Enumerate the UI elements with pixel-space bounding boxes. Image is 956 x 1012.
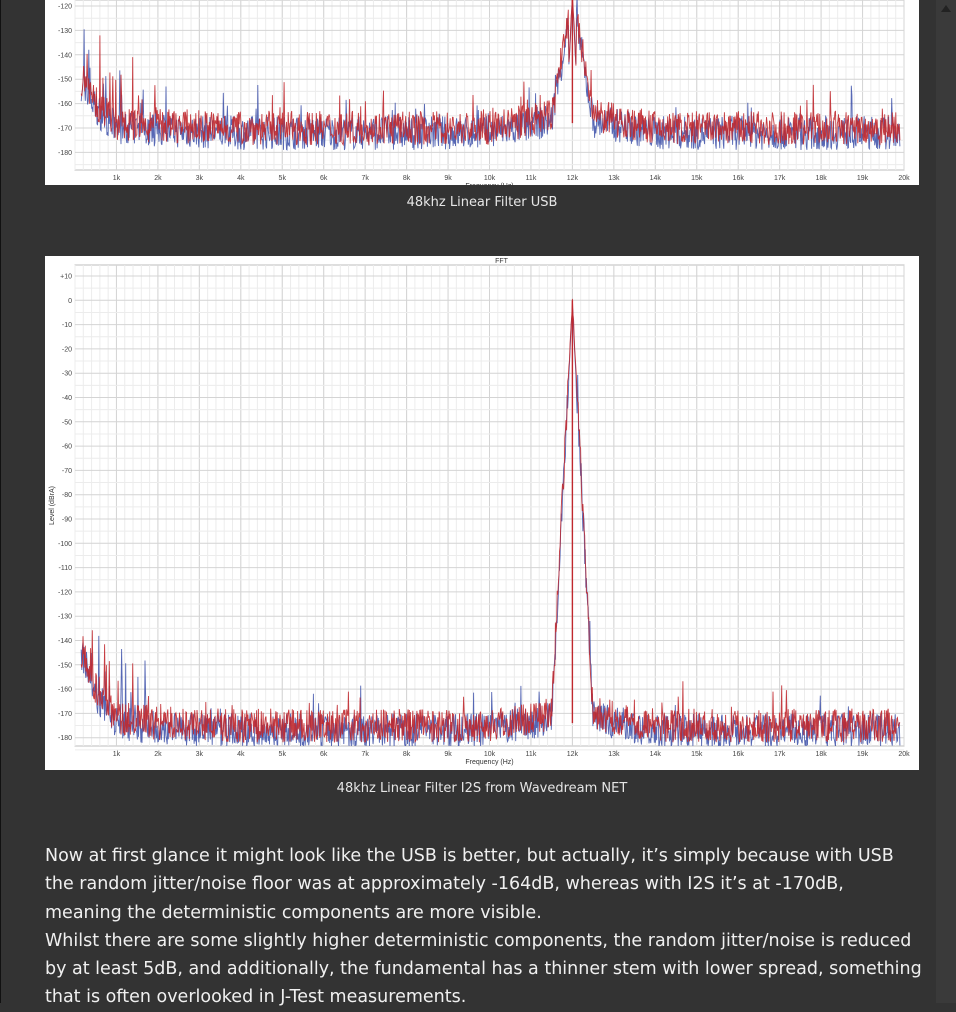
x-tick-label: 13k	[608, 751, 620, 758]
x-tick-label: 15k	[691, 175, 703, 182]
x-tick-label: 5k	[278, 751, 286, 758]
y-tick-label: -40	[61, 395, 72, 402]
y-tick-label: -150	[57, 76, 72, 84]
y-tick-label: 0	[68, 297, 72, 305]
x-tick-label: 7k	[361, 751, 369, 758]
article-body	[45, 842, 925, 1012]
usb-fft-figure	[45, 0, 919, 190]
y-axis-label: Level (dBrA)	[49, 486, 56, 525]
x-tick-label: 19k	[856, 175, 869, 182]
y-tick-label: -170	[57, 710, 72, 718]
x-tick-label: 13k	[608, 175, 620, 182]
x-tick-label: 2k	[154, 175, 162, 182]
x-tick-label: 20k	[898, 175, 910, 182]
y-tick-label: -150	[57, 662, 72, 670]
article-paragraph-1: Now at first glance it might look like the USB is better, but actually, it’s simply because with USB the random jitter/noise floor was at approximately -164dB, whereas with I2S it’s at -170dB, meaning the deterministic components are more visible.	[45, 846, 894, 923]
y-tick-label: -100	[57, 540, 72, 548]
chart-title: FFT	[495, 258, 508, 265]
y-tick-label: -20	[61, 346, 72, 354]
page-left-border	[0, 0, 1, 1003]
x-tick-label: 4k	[237, 175, 245, 182]
y-tick-label: -80	[61, 492, 72, 500]
x-tick-label: 6k	[319, 175, 328, 182]
x-tick-label: 8k	[402, 751, 411, 758]
y-tick-label: -140	[57, 52, 72, 60]
x-tick-label: 11k	[525, 751, 537, 758]
x-tick-label: 16k	[732, 751, 744, 758]
x-tick-label: 14k	[649, 751, 661, 758]
y-tick-label: +10	[60, 273, 72, 281]
x-tick-label: 7k	[361, 175, 369, 182]
y-tick-label: -120	[57, 3, 72, 11]
y-tick-label: -50	[61, 419, 72, 427]
x-tick-label: 16k	[732, 175, 744, 182]
x-tick-label: 18k	[815, 175, 827, 182]
x-tick-label: 15k	[691, 751, 703, 758]
usb-fft-chart	[45, 0, 919, 190]
article-paragraph-2: Whilst there are some slightly higher deterministic components, the random jitter/noise is reduced by at least 5dB, and additionally, the fundamental has a thinner stem with lower spread, something that is often overlooked in J-Test measurements.	[45, 930, 922, 1008]
y-tick-label: -10	[61, 322, 72, 330]
x-tick-label: 17k	[774, 751, 786, 758]
x-tick-label: 20k	[898, 751, 910, 758]
y-tick-label: -70	[61, 467, 72, 475]
x-tick-label: 3k	[195, 175, 204, 182]
x-tick-label: 3k	[195, 751, 204, 758]
x-tick-label: 11k	[525, 175, 537, 182]
y-tick-label: -120	[57, 589, 72, 597]
x-axis-label: Frequency (Hz)	[465, 183, 514, 190]
x-tick-label: 8k	[402, 175, 411, 182]
x-tick-label: 4k	[237, 751, 245, 758]
i2s-fft-chart	[45, 256, 919, 770]
x-tick-label: 18k	[815, 751, 827, 758]
x-tick-label: 19k	[856, 751, 869, 758]
x-tick-label: 6k	[319, 751, 328, 758]
i2s-fft-figure	[45, 256, 919, 770]
x-tick-label: 10k	[483, 751, 496, 758]
y-tick-label: -30	[61, 370, 72, 378]
i2s-figure-caption: 48khz Linear Filter I2S from Wavedream NET	[336, 781, 628, 796]
scroll-up-arrow-icon[interactable]	[941, 5, 951, 12]
x-tick-label: 12k	[566, 751, 579, 758]
y-tick-label: -90	[61, 516, 72, 524]
y-tick-label: -180	[57, 735, 72, 743]
x-tick-label: 10k	[483, 175, 496, 182]
x-tick-label: 17k	[774, 175, 786, 182]
x-tick-label: 12k	[566, 175, 579, 182]
x-tick-label: 14k	[649, 175, 661, 182]
y-tick-label: -110	[58, 565, 72, 573]
y-tick-label: -160	[57, 101, 72, 109]
y-tick-label: -130	[57, 613, 72, 621]
usb-figure-caption: 48khz Linear Filter USB	[406, 195, 558, 210]
x-axis-label: Frequency (Hz)	[465, 759, 514, 766]
x-tick-label: 9k	[444, 751, 452, 758]
y-tick-label: -170	[57, 125, 72, 133]
x-tick-label: 1k	[112, 175, 121, 182]
scrollbar[interactable]	[936, 0, 956, 1003]
x-tick-label: 9k	[444, 175, 452, 182]
y-tick-label: -60	[61, 443, 72, 451]
y-tick-label: -140	[57, 638, 72, 645]
x-tick-label: 2k	[154, 751, 162, 758]
y-tick-label: -130	[57, 27, 72, 35]
x-tick-label: 1k	[112, 751, 121, 758]
y-tick-label: -180	[57, 149, 72, 157]
y-tick-label: -160	[57, 686, 72, 694]
x-tick-label: 5k	[278, 175, 286, 182]
